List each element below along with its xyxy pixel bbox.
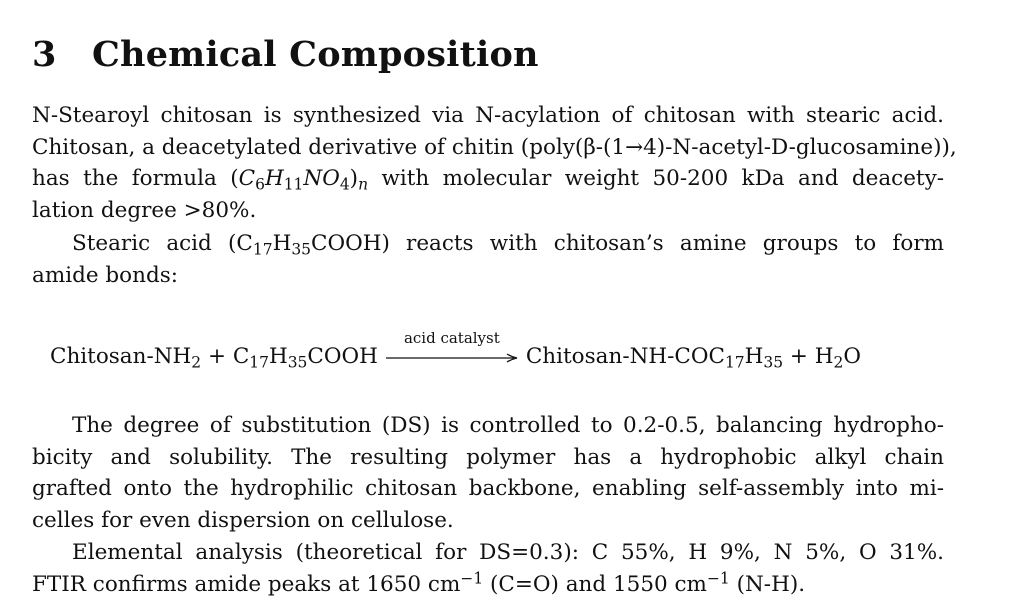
paragraph-chitosan-intro: [32, 100, 957, 226]
text-line-formula: has the formula $(C_6H_{11}NO_4)_n$ with molecular weight 50-200 kDa and deacety-: [32, 166, 944, 194]
text-line: Stearic acid $(C_{17}H_{35}COOH)$ reacts with chitosan’s amine groups to form: [72, 231, 944, 259]
text-line: bicity and solubility. The resulting polymer has a hydrophobic alkyl chain: [32, 444, 944, 470]
text-line: Chitosan, a deacetylated derivative of chitin (poly(β-(1→4)-N-acetyl-D-glucosamine)),: [32, 134, 957, 160]
right-arrow-icon: [386, 353, 518, 363]
reaction-equation: Chitosan-$NH_2$ + $C_{17}H_{35}COOH$ acid catalyst Chitosan-$NH-COC_{17}H_{35} + H_2O$: [50, 329, 861, 372]
section-number: 3: [32, 34, 57, 75]
catalyst-label: acid catalyst: [403, 329, 500, 347]
text-line: celles for even dispersion on cellulose.: [32, 507, 454, 533]
section-title: Chemical Composition: [92, 34, 539, 75]
text-line: N-Stearoyl chitosan is synthesized via N-acylation of chitosan with stearic acid.: [32, 103, 944, 128]
text-line: grafted onto the hydrophilic chitosan backbone, enabling self-assembly into mi-: [32, 476, 944, 502]
text-line: The degree of substitution (DS) is controlled to 0.2-0.5, balancing hydropho-: [72, 413, 944, 438]
text-line: amide bonds:: [32, 262, 178, 288]
section-heading: [32, 34, 539, 75]
reaction-arrow: [386, 329, 518, 367]
paragraph-elemental-analysis: [32, 537, 944, 600]
text-line: lation degree >80%.: [32, 197, 257, 223]
text-line-ftir: FTIR confirms amide peaks at 1650 $cm^{-1}$ (C=O) and 1550 $cm^{-1}$ (N-H).: [32, 568, 806, 597]
paragraph-stearic-acid: [32, 228, 944, 291]
text-line: Elemental analysis (theoretical for DS=0.3): C 55%, H 9%, N 5%, O 31%.: [72, 540, 944, 565]
paragraph-degree-of-substitution: [32, 410, 944, 536]
